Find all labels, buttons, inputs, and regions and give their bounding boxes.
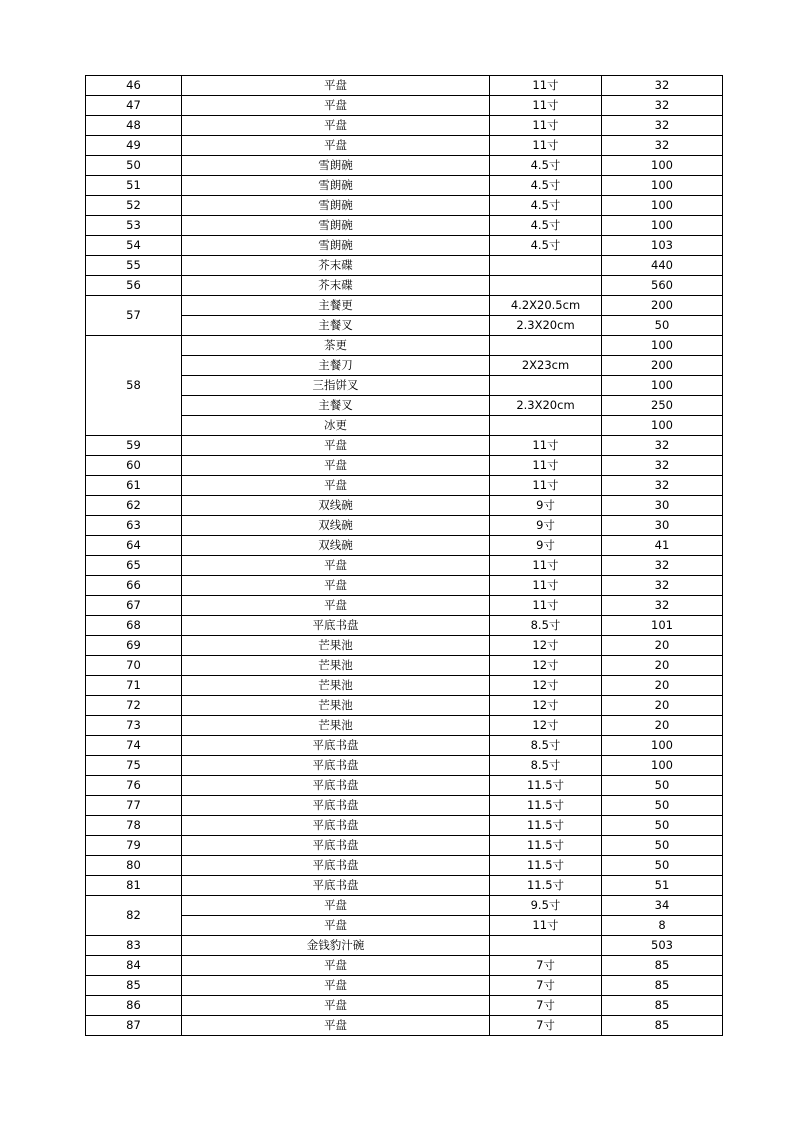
item-spec-cell: 11寸	[490, 476, 602, 496]
item-qty-cell: 200	[602, 296, 723, 316]
item-spec-cell: 8.5寸	[490, 756, 602, 776]
item-qty-cell: 32	[602, 596, 723, 616]
item-qty-cell: 103	[602, 236, 723, 256]
item-number-cell: 71	[86, 676, 182, 696]
table-row	[86, 976, 723, 996]
item-number-cell: 66	[86, 576, 182, 596]
item-qty-cell: 101	[602, 616, 723, 636]
item-spec-cell	[490, 256, 602, 276]
item-number-cell: 80	[86, 856, 182, 876]
item-spec-cell: 11寸	[490, 916, 602, 936]
table-row	[86, 856, 723, 876]
table-row	[86, 396, 723, 416]
table-row	[86, 136, 723, 156]
table-row	[86, 376, 723, 396]
item-qty-cell: 41	[602, 536, 723, 556]
table-row	[86, 96, 723, 116]
item-qty-cell: 100	[602, 416, 723, 436]
item-qty-cell: 100	[602, 156, 723, 176]
item-name-cell: 平盘	[182, 976, 490, 996]
table-row	[86, 536, 723, 556]
item-spec-cell: 9.5寸	[490, 896, 602, 916]
item-spec-cell	[490, 376, 602, 396]
item-spec-cell: 2.3X20cm	[490, 316, 602, 336]
item-number-cell: 61	[86, 476, 182, 496]
item-number-cell: 76	[86, 776, 182, 796]
table-row	[86, 796, 723, 816]
item-spec-cell: 4.5寸	[490, 156, 602, 176]
item-spec-cell: 12寸	[490, 676, 602, 696]
item-number-cell: 87	[86, 1016, 182, 1036]
item-spec-cell: 11.5寸	[490, 856, 602, 876]
item-spec-cell: 7寸	[490, 976, 602, 996]
item-qty-cell: 85	[602, 976, 723, 996]
item-number-cell: 70	[86, 656, 182, 676]
item-name-cell: 芥末碟	[182, 256, 490, 276]
item-name-cell: 平盘	[182, 476, 490, 496]
item-qty-cell: 32	[602, 456, 723, 476]
item-name-cell: 平盘	[182, 116, 490, 136]
item-number-cell: 72	[86, 696, 182, 716]
item-qty-cell: 50	[602, 836, 723, 856]
table-row	[86, 996, 723, 1016]
item-name-cell: 平盘	[182, 1016, 490, 1036]
table-row	[86, 76, 723, 96]
item-qty-cell: 20	[602, 636, 723, 656]
item-qty-cell: 30	[602, 516, 723, 536]
item-number-cell: 46	[86, 76, 182, 96]
item-qty-cell: 85	[602, 1016, 723, 1036]
item-name-cell: 平底书盘	[182, 876, 490, 896]
item-name-cell: 双线碗	[182, 516, 490, 536]
item-name-cell: 平底书盘	[182, 856, 490, 876]
item-spec-cell	[490, 336, 602, 356]
table-row	[86, 496, 723, 516]
item-spec-cell: 9寸	[490, 536, 602, 556]
item-qty-cell: 32	[602, 476, 723, 496]
item-qty-cell: 100	[602, 756, 723, 776]
item-qty-cell: 250	[602, 396, 723, 416]
table-row	[86, 316, 723, 336]
item-qty-cell: 50	[602, 816, 723, 836]
item-qty-cell: 32	[602, 556, 723, 576]
item-spec-cell: 11寸	[490, 136, 602, 156]
item-spec-cell: 7寸	[490, 996, 602, 1016]
item-name-cell: 平底书盘	[182, 616, 490, 636]
item-name-cell: 芒果池	[182, 676, 490, 696]
item-number-cell: 57	[86, 296, 182, 336]
item-name-cell: 雪朗碗	[182, 196, 490, 216]
item-spec-cell: 12寸	[490, 656, 602, 676]
inventory-table-body	[86, 76, 723, 1036]
table-row	[86, 296, 723, 316]
item-spec-cell: 8.5寸	[490, 616, 602, 636]
item-name-cell: 主餐更	[182, 296, 490, 316]
table-row	[86, 956, 723, 976]
item-qty-cell: 51	[602, 876, 723, 896]
item-number-cell: 60	[86, 456, 182, 476]
item-name-cell: 三指饼叉	[182, 376, 490, 396]
item-spec-cell: 12寸	[490, 636, 602, 656]
item-qty-cell: 34	[602, 896, 723, 916]
item-name-cell: 芒果池	[182, 696, 490, 716]
item-number-cell: 51	[86, 176, 182, 196]
item-qty-cell: 32	[602, 576, 723, 596]
item-number-cell: 63	[86, 516, 182, 536]
item-name-cell: 芒果池	[182, 656, 490, 676]
item-number-cell: 64	[86, 536, 182, 556]
table-row	[86, 676, 723, 696]
item-number-cell: 82	[86, 896, 182, 936]
item-name-cell: 平盘	[182, 96, 490, 116]
table-row	[86, 896, 723, 916]
item-qty-cell: 100	[602, 336, 723, 356]
item-name-cell: 平底书盘	[182, 756, 490, 776]
item-number-cell: 68	[86, 616, 182, 636]
item-name-cell: 平底书盘	[182, 736, 490, 756]
item-spec-cell: 11.5寸	[490, 836, 602, 856]
item-name-cell: 雪朗碗	[182, 216, 490, 236]
item-name-cell: 平盘	[182, 596, 490, 616]
item-name-cell: 芒果池	[182, 716, 490, 736]
item-number-cell: 78	[86, 816, 182, 836]
item-qty-cell: 100	[602, 196, 723, 216]
item-spec-cell: 7寸	[490, 1016, 602, 1036]
item-name-cell: 平盘	[182, 916, 490, 936]
item-name-cell: 双线碗	[182, 496, 490, 516]
table-row	[86, 636, 723, 656]
table-row	[86, 176, 723, 196]
item-name-cell: 冰更	[182, 416, 490, 436]
item-spec-cell: 4.5寸	[490, 216, 602, 236]
item-name-cell: 雪朗碗	[182, 156, 490, 176]
item-qty-cell: 50	[602, 776, 723, 796]
item-number-cell: 69	[86, 636, 182, 656]
table-row	[86, 596, 723, 616]
item-spec-cell: 4.5寸	[490, 176, 602, 196]
item-spec-cell: 11寸	[490, 596, 602, 616]
item-number-cell: 85	[86, 976, 182, 996]
inventory-table	[85, 75, 723, 1036]
item-qty-cell: 32	[602, 136, 723, 156]
table-row	[86, 876, 723, 896]
item-spec-cell: 11寸	[490, 456, 602, 476]
table-row	[86, 916, 723, 936]
table-row	[86, 216, 723, 236]
item-spec-cell: 11寸	[490, 96, 602, 116]
table-row	[86, 116, 723, 136]
item-qty-cell: 20	[602, 716, 723, 736]
item-name-cell: 雪朗碗	[182, 236, 490, 256]
item-name-cell: 金钱豹汁碗	[182, 936, 490, 956]
item-number-cell: 53	[86, 216, 182, 236]
table-row	[86, 776, 723, 796]
item-qty-cell: 50	[602, 796, 723, 816]
item-name-cell: 平盘	[182, 576, 490, 596]
table-row	[86, 256, 723, 276]
item-spec-cell: 4.2X20.5cm	[490, 296, 602, 316]
item-spec-cell: 11寸	[490, 576, 602, 596]
item-qty-cell: 85	[602, 956, 723, 976]
item-spec-cell	[490, 416, 602, 436]
table-row	[86, 656, 723, 676]
item-name-cell: 平底书盘	[182, 776, 490, 796]
item-qty-cell: 100	[602, 736, 723, 756]
item-name-cell: 平盘	[182, 436, 490, 456]
item-spec-cell: 12寸	[490, 716, 602, 736]
item-name-cell: 平盘	[182, 456, 490, 476]
item-number-cell: 62	[86, 496, 182, 516]
item-number-cell: 47	[86, 96, 182, 116]
item-qty-cell: 32	[602, 76, 723, 96]
item-number-cell: 74	[86, 736, 182, 756]
table-row	[86, 476, 723, 496]
item-spec-cell: 11寸	[490, 556, 602, 576]
item-number-cell: 56	[86, 276, 182, 296]
item-name-cell: 平盘	[182, 956, 490, 976]
item-spec-cell: 4.5寸	[490, 196, 602, 216]
table-row	[86, 336, 723, 356]
item-qty-cell: 20	[602, 676, 723, 696]
item-number-cell: 79	[86, 836, 182, 856]
table-row	[86, 936, 723, 956]
table-row	[86, 436, 723, 456]
table-row	[86, 1016, 723, 1036]
item-spec-cell	[490, 936, 602, 956]
table-row	[86, 416, 723, 436]
item-qty-cell: 32	[602, 436, 723, 456]
table-row	[86, 716, 723, 736]
item-spec-cell: 8.5寸	[490, 736, 602, 756]
item-number-cell: 58	[86, 336, 182, 436]
item-name-cell: 平盘	[182, 896, 490, 916]
item-qty-cell: 100	[602, 216, 723, 236]
table-row	[86, 576, 723, 596]
item-qty-cell: 85	[602, 996, 723, 1016]
item-spec-cell: 11.5寸	[490, 816, 602, 836]
item-qty-cell: 100	[602, 376, 723, 396]
item-name-cell: 芒果池	[182, 636, 490, 656]
item-name-cell: 芥末碟	[182, 276, 490, 296]
item-spec-cell: 4.5寸	[490, 236, 602, 256]
item-number-cell: 65	[86, 556, 182, 576]
table-row	[86, 356, 723, 376]
item-name-cell: 平盘	[182, 136, 490, 156]
item-name-cell: 平底书盘	[182, 796, 490, 816]
item-spec-cell: 7寸	[490, 956, 602, 976]
table-row	[86, 236, 723, 256]
item-number-cell: 81	[86, 876, 182, 896]
table-row	[86, 696, 723, 716]
item-qty-cell: 50	[602, 856, 723, 876]
item-spec-cell: 11.5寸	[490, 776, 602, 796]
item-name-cell: 平底书盘	[182, 816, 490, 836]
item-qty-cell: 50	[602, 316, 723, 336]
item-spec-cell: 2.3X20cm	[490, 396, 602, 416]
table-row	[86, 836, 723, 856]
item-qty-cell: 440	[602, 256, 723, 276]
table-row	[86, 276, 723, 296]
item-qty-cell: 20	[602, 696, 723, 716]
table-row	[86, 756, 723, 776]
item-qty-cell: 20	[602, 656, 723, 676]
item-number-cell: 84	[86, 956, 182, 976]
item-name-cell: 平盘	[182, 76, 490, 96]
item-spec-cell: 12寸	[490, 696, 602, 716]
item-qty-cell: 200	[602, 356, 723, 376]
table-row	[86, 196, 723, 216]
item-name-cell: 双线碗	[182, 536, 490, 556]
item-qty-cell: 32	[602, 96, 723, 116]
item-spec-cell: 9寸	[490, 496, 602, 516]
item-spec-cell: 11寸	[490, 436, 602, 456]
item-spec-cell: 11.5寸	[490, 796, 602, 816]
item-qty-cell: 32	[602, 116, 723, 136]
item-number-cell: 59	[86, 436, 182, 456]
table-row	[86, 156, 723, 176]
item-number-cell: 52	[86, 196, 182, 216]
item-name-cell: 雪朗碗	[182, 176, 490, 196]
item-qty-cell: 560	[602, 276, 723, 296]
item-number-cell: 77	[86, 796, 182, 816]
item-name-cell: 茶更	[182, 336, 490, 356]
item-name-cell: 平盘	[182, 996, 490, 1016]
item-qty-cell: 503	[602, 936, 723, 956]
item-number-cell: 50	[86, 156, 182, 176]
item-number-cell: 83	[86, 936, 182, 956]
table-row	[86, 516, 723, 536]
item-name-cell: 主餐叉	[182, 316, 490, 336]
item-name-cell: 主餐叉	[182, 396, 490, 416]
item-name-cell: 平底书盘	[182, 836, 490, 856]
table-row	[86, 456, 723, 476]
item-name-cell: 平盘	[182, 556, 490, 576]
item-spec-cell	[490, 276, 602, 296]
item-spec-cell: 11寸	[490, 116, 602, 136]
item-number-cell: 67	[86, 596, 182, 616]
item-number-cell: 54	[86, 236, 182, 256]
item-spec-cell: 9寸	[490, 516, 602, 536]
item-spec-cell: 11.5寸	[490, 876, 602, 896]
item-number-cell: 48	[86, 116, 182, 136]
item-number-cell: 55	[86, 256, 182, 276]
table-row	[86, 616, 723, 636]
item-spec-cell: 2X23cm	[490, 356, 602, 376]
item-qty-cell: 30	[602, 496, 723, 516]
table-row	[86, 736, 723, 756]
item-qty-cell: 8	[602, 916, 723, 936]
item-spec-cell: 11寸	[490, 76, 602, 96]
item-qty-cell: 100	[602, 176, 723, 196]
item-number-cell: 75	[86, 756, 182, 776]
item-number-cell: 49	[86, 136, 182, 156]
item-name-cell: 主餐刀	[182, 356, 490, 376]
table-row	[86, 816, 723, 836]
table-row	[86, 556, 723, 576]
item-number-cell: 73	[86, 716, 182, 736]
item-number-cell: 86	[86, 996, 182, 1016]
